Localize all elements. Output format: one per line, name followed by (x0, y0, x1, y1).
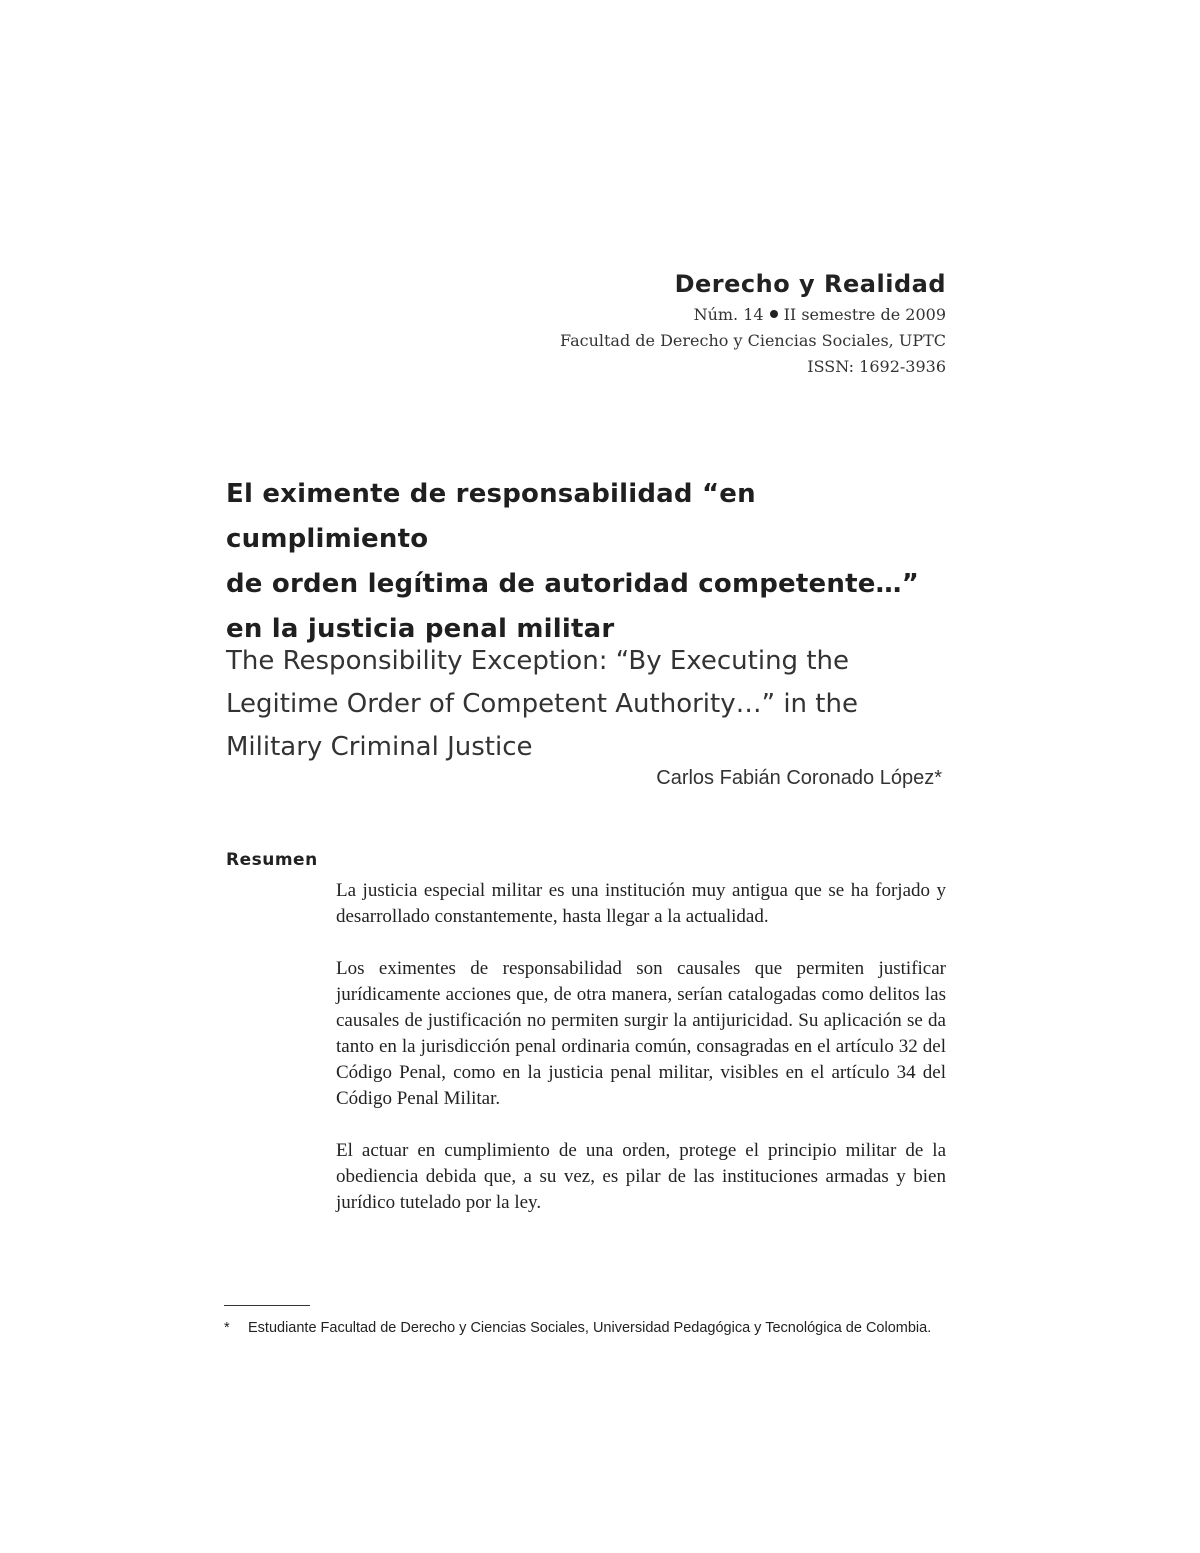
title-es-line: de orden legítima de autoridad competente…” (226, 569, 920, 599)
journal-issue-number: Núm. 14 (693, 305, 764, 324)
abstract-heading: Resumen (226, 850, 318, 870)
journal-issn: ISSN: 1692-3936 (807, 357, 946, 376)
title-en-line: Legitime Order of Competent Authority…” in the (226, 689, 858, 719)
footnote-mark: * (224, 1320, 230, 1336)
bullet-icon (770, 310, 778, 318)
abstract-paragraph: La justicia especial militar es una institución muy antigua que se ha forjado y desarrollado constantemente, hasta llegar a la actualidad. (336, 880, 946, 927)
footnote-divider (224, 1305, 310, 1306)
journal-issue-line (560, 302, 946, 328)
title-es-line: en la justicia penal militar (226, 614, 615, 644)
abstract-paragraph: Los eximentes de responsabilidad son causales que permiten justificar jurídicamente acciones que, de otra manera, serían catalogadas como delitos las causales de justificación no permiten surgir la antijuricidad. Su aplicación se da tanto en la jurisdicción penal ordinaria común, consagradas en el artículo 32 del Código Penal, como en la justicia penal militar, visibles en el artículo 34 del Código Penal Militar. (336, 958, 946, 1109)
article-title-english (226, 640, 966, 769)
title-en-line: Military Criminal Justice (226, 732, 533, 762)
journal-faculty: Facultad de Derecho y Ciencias Sociales, UPTC (560, 331, 946, 350)
journal-name: Derecho y Realidad (674, 270, 946, 298)
footnote (224, 1318, 948, 1338)
footnote-text: Estudiante Facultad de Derecho y Ciencias Sociales, Universidad Pedagógica y Tecnológica de Colombia. (248, 1320, 932, 1336)
author-name: Carlos Fabián Coronado López* (656, 767, 942, 789)
abstract-body (336, 878, 946, 1242)
abstract-paragraph: El actuar en cumplimiento de una orden, protege el principio militar de la obediencia debida que, a su vez, es pilar de las instituciones armadas y bien jurídico tutelado por la ley. (336, 1140, 946, 1213)
article-title-spanish (226, 472, 966, 652)
journal-header (560, 266, 946, 380)
journal-semester: II semestre de 2009 (783, 305, 946, 324)
title-es-line: El eximente de responsabilidad “en cumplimiento (226, 479, 756, 554)
title-en-line: The Responsibility Exception: “By Executing the (226, 646, 849, 676)
